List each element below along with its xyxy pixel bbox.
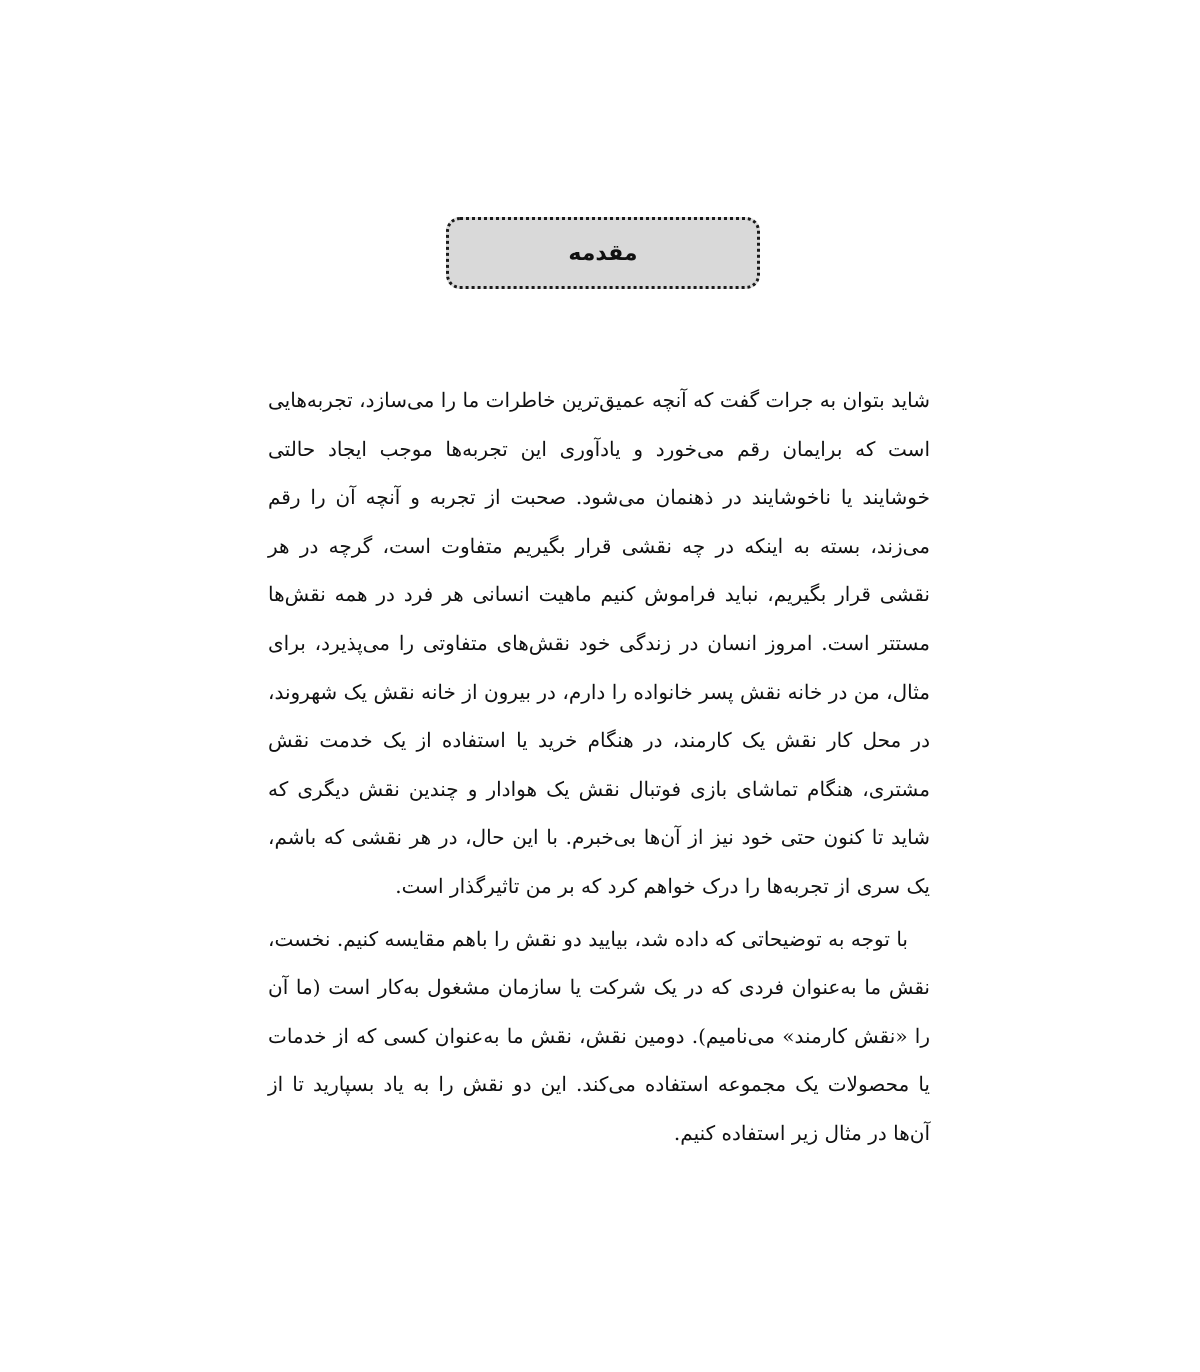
paragraph: شاید بتوان به جرات گفت که آنچه عمیق‌ترین خاطرات ما را می‌سازد، تجربه‌هایی است که برایمان رقم می‌خورد و یادآوری این تجربه‌ها موجب ایجاد حالتی خوشایند یا ناخوشایند در ذهنمان می‌شود. صحبت از تجربه و آنچه آن را رقم می‌زند، بسته به اینکه در چه نقشی قرار بگیریم متفاوت است، گرچه در هر نقشی قرار بگیریم، نباید فراموش کنیم ماهیت انسانی هر فرد در همه نقش‌ها مستتر است. امروز انسان در زندگی خود نقش‌های متفاوتی را می‌پذیرد، برای مثال، من در خانه نقش پسر خانواده را دارم، در بیرون از خانه نقش یک شهروند، در محل کار نقش یک کارمند، در هنگام خرید یا استفاده از یک خدمت نقش مشتری، هنگام تماشای بازی فوتبال نقش یک هوادار و چندین نقش دیگری که شاید تا کنون حتی خود نیز از آن‌ها بی‌خبرم. با این حال، در هر نقشی که باشم، یک سری از تجربه‌ها را درک خواهم کرد که بر من تاثیرگذار است. <box>268 388 930 898</box>
section-title-box <box>446 217 760 289</box>
paragraph: با توجه به توضیحاتی که داده شد، بیایید دو نقش را باهم مقایسه کنیم. نخست، نقش ما به‌عنوان فردی که در یک شرکت یا سازمان مشغول به‌کار است (ما آن را «نقش کارمند» می‌نامیم). دومین نقش، نقش ما به‌عنوان کسی که از خدمات یا محصولات یک مجموعه استفاده می‌کند. این دو نقش را به یاد بسپارید تا از آن‌ها در مثال زیر استفاده کنیم. <box>268 926 930 1145</box>
section-title: مقدمه <box>568 240 638 266</box>
body-text <box>268 376 930 1158</box>
